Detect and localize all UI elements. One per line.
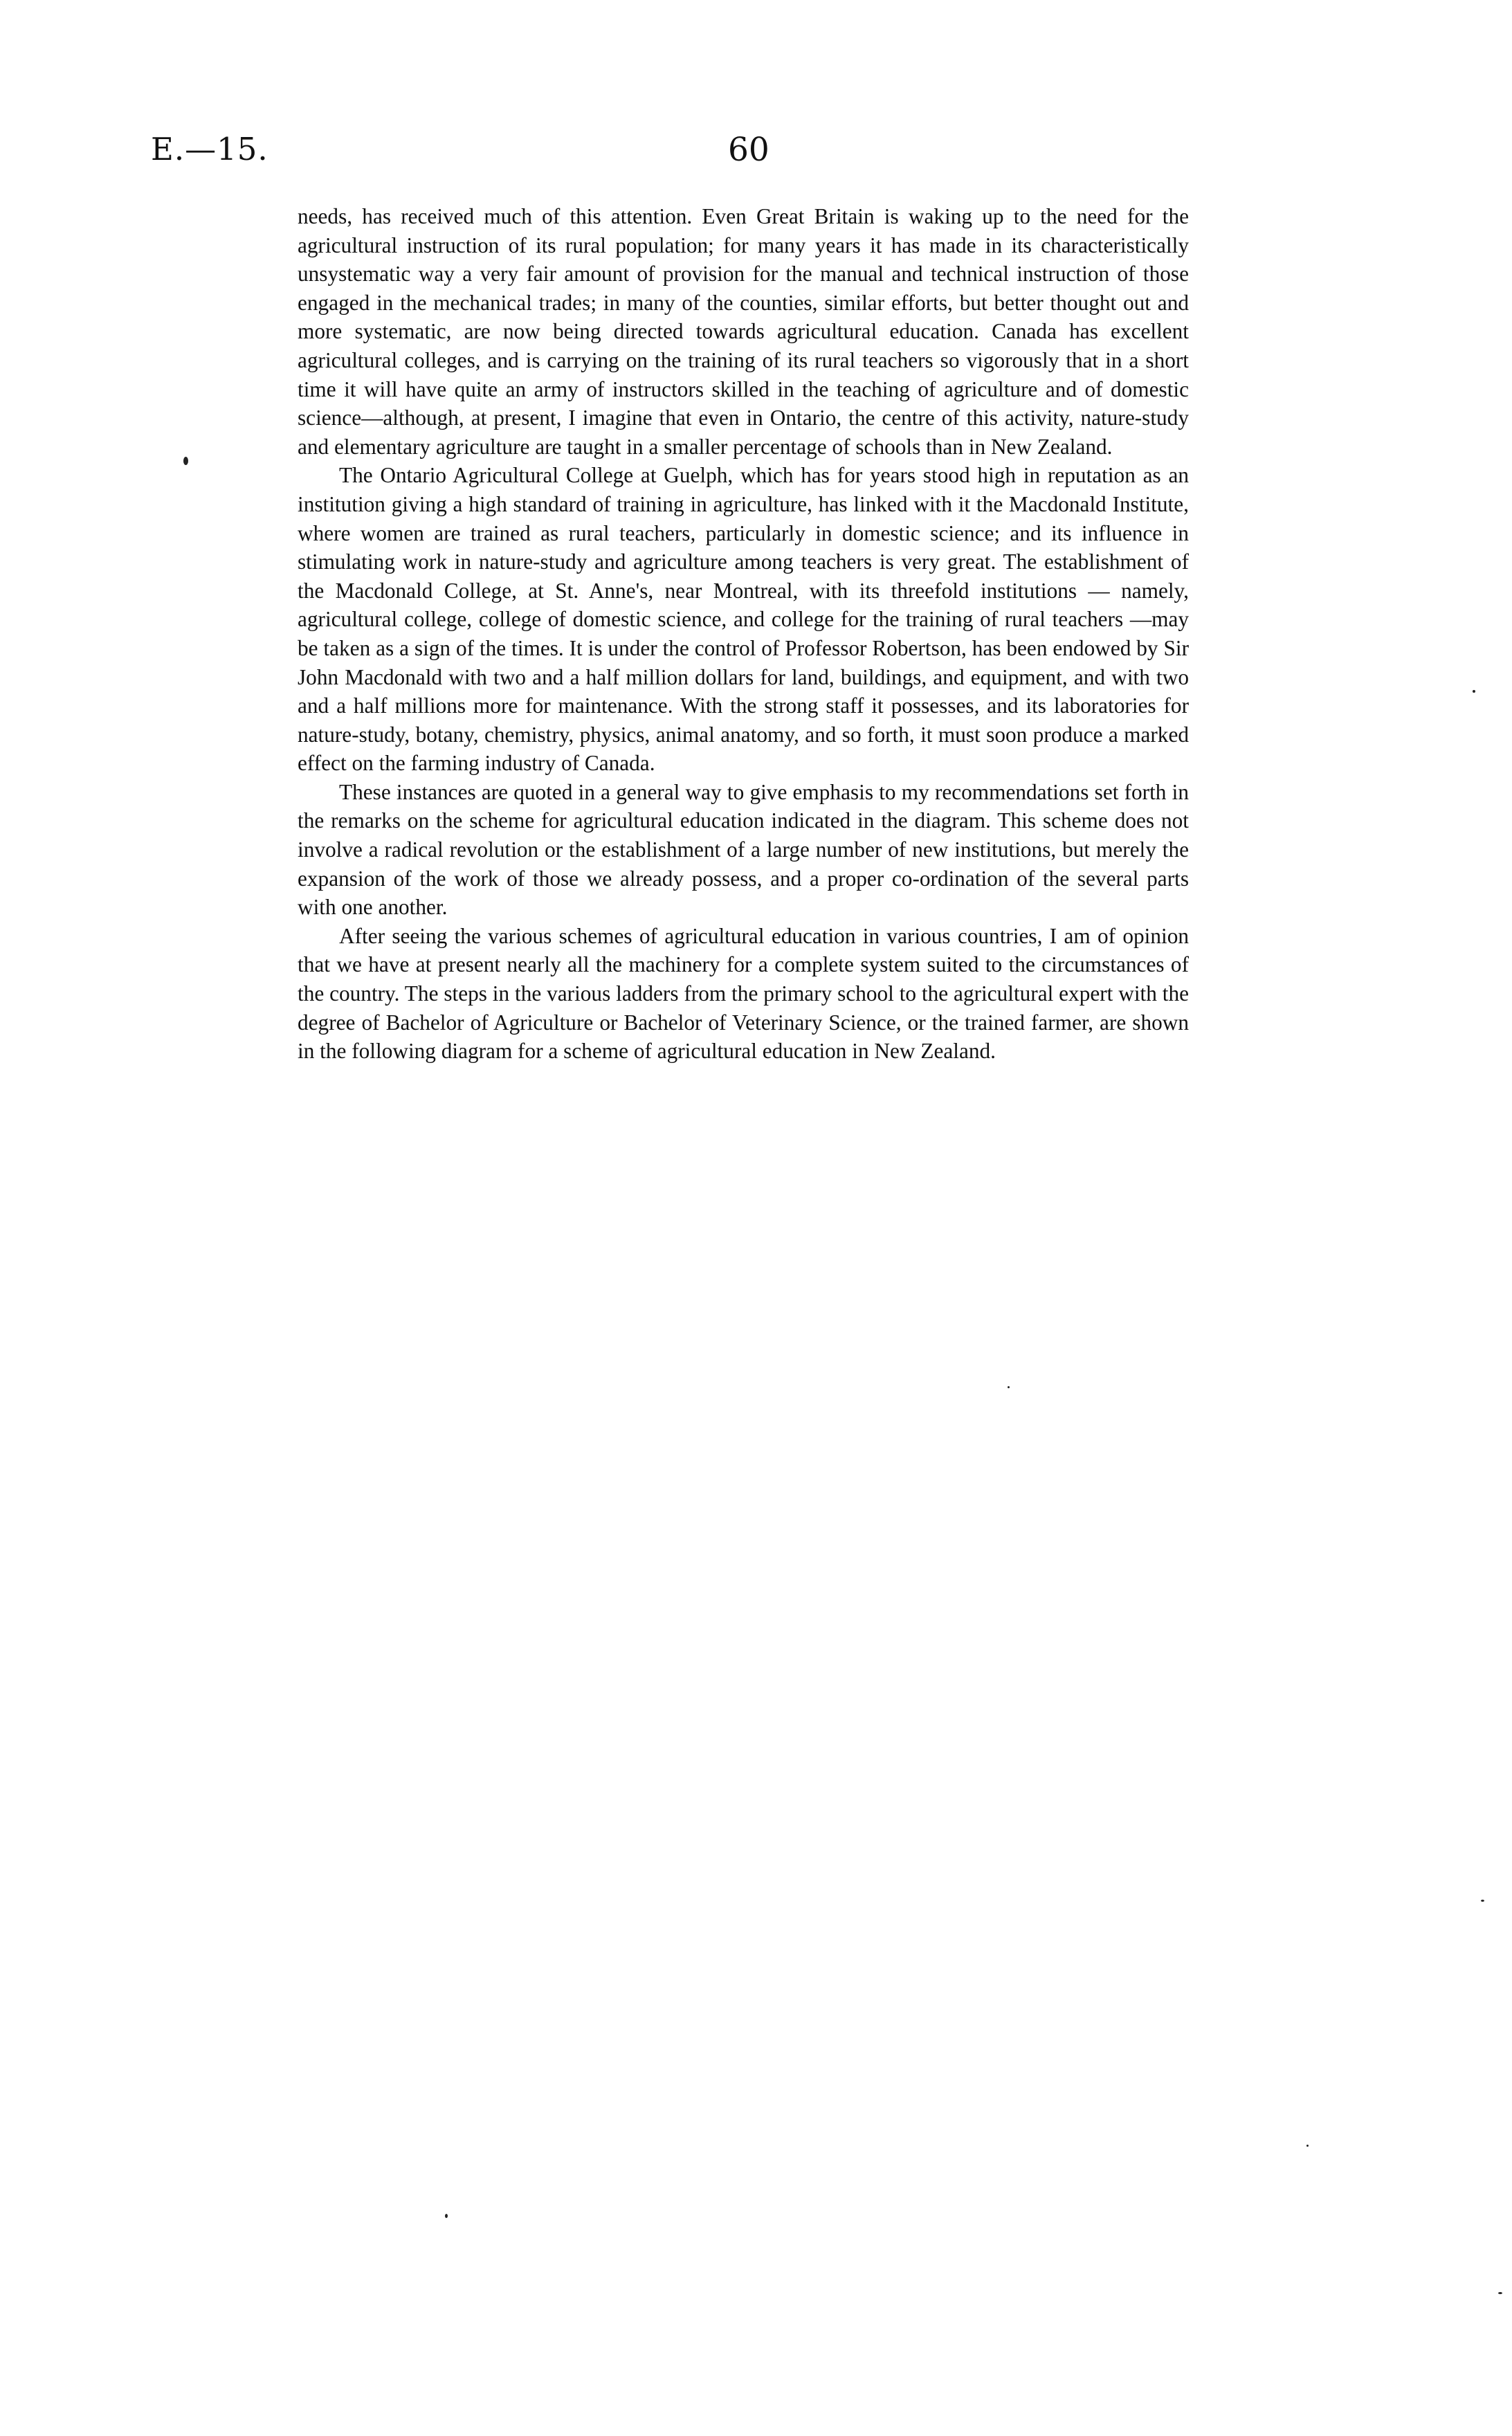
scan-speck (1306, 2145, 1309, 2147)
scan-speck (445, 2214, 448, 2218)
scan-speck (1008, 1386, 1010, 1388)
paragraph: The Ontario Agricultural College at Guelph, which has for years stood high in reputation as an institution giving a high standard of training in agriculture, has linked with it the Macdonald Institute, where women are trained as rural teachers, particularly in domestic science; and its influence in stimulating work in nature-study and agriculture among teachers is very great. The establishment of the Macdonald College, at St. Anne's, near Montreal, with its threefold institutions — namely, agricultural college, college of domestic science, and college for the training of rural teachers —may be taken as a sign of the times. It is under the control of Professor Robertson, has been endowed by Sir John Macdonald with two and a half million dollars for land, buildings, and equipment, and with two and a half millions more for maintenance. With the strong staff it possesses, and its laboratories for nature-study, botany, chemistry, physics, animal anatomy, and so forth, it must soon produce a marked effect on the farming industry of Canada. (298, 463, 1189, 776)
body-text (298, 202, 1189, 1066)
scan-speck (1498, 2292, 1502, 2294)
paragraph: After seeing the various schemes of agricultural education in various countries, I am of opinion that we have at present nearly all the machinery for a complete system suited to the circumstances of the country. The steps in the various ladders from the primary school to the agricultural expert with the degree of Bachelor of Agriculture or Bachelor of Veterinary Science, or the trained farmer, are shown in the following diagram for a scheme of agricultural education in New Zealand. (298, 923, 1189, 1064)
paragraph: These instances are quoted in a general way to give emphasis to my recommendations set forth in the remarks on the scheme for agricultural education indicated in the diagram. This scheme does not involve a radical revolution or the establishment of a large number of new institutions, but merely the expansion of the work of those we already possess, and a proper co-ordination of the several parts with one another. (298, 779, 1189, 920)
scan-speck (1481, 1900, 1484, 1902)
scan-speck (183, 457, 188, 465)
paragraph-continued: needs, has received much of this attention. Even Great Britain is waking up to the need for the agricultural instruction of its rural population; for many years it has made in its characteristically unsystematic way a very fair amount of provision for the manual and technical instruction of those engaged in the mechanical trades; in many of the counties, similar efforts, but better thought out and more systematic, are now being directed towards agricultural education. Canada has excellent agricultural colleges, and is carrying on the training of its rural teachers so vigorously that in a short time it will have quite an army of instructors skilled in the teaching of agriculture and of domestic science—although, at present, I imagine that even in Ontario, the centre of this activity, nature-study and elementary agriculture are taught in a smaller percentage of schools than in New Zealand. (298, 204, 1189, 459)
document-reference: E.—15. (151, 131, 268, 167)
page-number: 60 (728, 131, 769, 169)
scan-speck (1473, 690, 1475, 693)
